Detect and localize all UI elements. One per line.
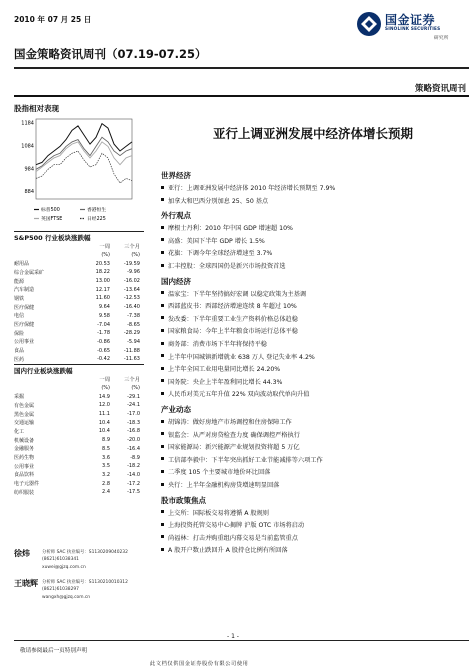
table-row: [14, 268, 140, 277]
table-cell: -17.2: [127, 480, 140, 487]
table-cell: (%): [101, 385, 110, 392]
section-divider: [14, 95, 469, 97]
table-cell: -14.0: [127, 471, 140, 478]
table-cell: -17.0: [127, 411, 140, 418]
news-item: 上半年全国工业用电量同比增长 24.20%: [168, 366, 281, 374]
news-item: 银监会：从严对房贷检查力度 确保调控严格执行: [168, 431, 300, 439]
table-row: [14, 436, 140, 445]
table-cell: 食品: [14, 348, 25, 355]
table-cell: -8.65: [127, 321, 140, 328]
y-tick-label: 1084: [21, 143, 34, 150]
disclaimer-note: 敬请参阅最后一页特别声明: [20, 648, 88, 654]
y-tick-label: 1184: [21, 120, 34, 127]
table-header-row: [14, 375, 140, 384]
news-item: 上半年中国城镇新增就业 638 万人 登记失业率 4.2%: [168, 353, 315, 361]
domestic-table-title: 国内行业板块涨跌幅: [14, 367, 73, 375]
table-cell: (%): [101, 252, 110, 259]
news-item: 二季度 105 个主要城市地价环比回落: [168, 469, 271, 477]
table-row: [14, 445, 140, 454]
domestic-sector-table: [14, 375, 140, 497]
table-row: [14, 259, 140, 268]
header-divider: [14, 67, 469, 69]
news-item: 汇丰控股：全球四国仍是新兴市场投资首选: [168, 263, 286, 270]
chart-frame: [36, 119, 132, 199]
table-cell: -18.3: [127, 419, 140, 426]
table-cell: 3.5: [102, 463, 110, 470]
table-cell: 有色金属: [14, 402, 35, 409]
table-cell: 医药: [14, 356, 25, 363]
table-cell: 9.64: [98, 304, 110, 311]
table-cell: 3.2: [102, 471, 110, 478]
copyright-notice: 此文档仅供国金证券股份有限公司使用: [150, 661, 249, 667]
page-number: - 1 -: [227, 633, 239, 640]
news-item: 商务部：消费市场下半年将保持平稳: [168, 341, 267, 348]
news-item: 亚行：上调亚洲发展中经济体 2010 年经济增长预期至 7.9%: [168, 185, 336, 192]
logo-text-en: SINOLINK SECURITIES: [385, 26, 441, 31]
table-header: 三个月: [124, 377, 140, 384]
news-item: 工信部李毅中：下半年突出抓好工业节能减排等六项工作: [168, 456, 323, 464]
table-divider: [14, 231, 144, 232]
news-item: 胡锦涛：做好房地产市场调控和住房保障工作: [168, 419, 292, 426]
table-row: [14, 488, 140, 497]
analyst-card: [14, 548, 154, 578]
analyst-email[interactable]: wangxh@gjzq.com.cn: [42, 595, 91, 600]
table-header: 一周: [99, 244, 110, 251]
legend-label: 香港恒生: [87, 208, 107, 213]
table-cell: 电信: [14, 313, 25, 320]
table-row: [14, 346, 140, 355]
table-cell: 钢铁: [14, 295, 25, 302]
table-cell: -1.78: [97, 330, 110, 337]
news-item: 摩根士丹利：2010 年中国 GDP 增速超 10%: [168, 225, 293, 233]
analyst-email[interactable]: xuwei@gjzq.com.cn: [42, 565, 86, 570]
table-row: [14, 294, 140, 303]
table-cell: 医疗保健: [14, 322, 35, 329]
table-cell: -17.5: [127, 489, 140, 496]
y-tick-label: 884: [24, 189, 34, 196]
table-cell: 11.1: [98, 411, 110, 418]
table-cell: -11.63: [123, 356, 140, 363]
table-cell: 公用事业: [14, 339, 35, 346]
news-item: 上海投资托管交易中心揭牌 沪版 OTC 市场将启动: [168, 522, 305, 530]
section-title: 股市政策焦点: [161, 495, 206, 505]
analyst-card: [14, 578, 154, 608]
table-cell: -9.96: [127, 269, 140, 276]
news-item: 高盛：美国下半年 GDP 增长 1.5%: [168, 237, 265, 245]
section-title: 外行观点: [161, 211, 191, 221]
legend-label: 标普500: [41, 208, 60, 213]
table-cell: -13.64: [123, 286, 140, 293]
table-cell: 3.6: [102, 454, 110, 461]
table-cell: (%): [131, 252, 140, 259]
table-cell: -0.86: [97, 338, 110, 345]
table-row: [14, 320, 140, 329]
table-row: [14, 384, 140, 393]
table-cell: 8.5: [102, 445, 110, 452]
table-cell: -8.9: [130, 454, 140, 461]
section-title: 产业动态: [161, 405, 191, 414]
table-cell: 12.17: [95, 286, 110, 293]
logo-text-cn: 国金证券: [385, 13, 436, 27]
table-cell: 采掘: [14, 394, 25, 401]
analyst-phone: (8621)61038297: [42, 587, 79, 592]
table-row: [14, 277, 140, 286]
table-cell: -12.53: [123, 295, 140, 302]
table-cell: -19.59: [123, 260, 140, 267]
table-cell: 电子元器件: [14, 481, 40, 488]
analyst-name: 王晓辉: [14, 579, 38, 588]
table-cell: 耐用品: [14, 261, 30, 268]
section-title: 国内经济: [161, 276, 191, 286]
table-cell: 10.4: [98, 419, 110, 426]
table-cell: 交通运输: [14, 420, 35, 427]
table-cell: -0.65: [97, 347, 110, 354]
table-cell: 保险: [14, 330, 25, 337]
table-cell: 化工: [14, 428, 25, 435]
table-cell: -7.04: [97, 321, 110, 328]
journal-name: 策略资讯周刊: [414, 84, 466, 94]
table-cell: -16.40: [123, 304, 140, 311]
table-cell: -29.1: [127, 393, 140, 400]
news-item: 花旗：下调今年全球经济增速至 3.7%: [168, 250, 273, 258]
table-cell: 公用事业: [14, 463, 35, 470]
table-header: 一周: [99, 377, 110, 384]
report-date: 2010 年 07 月 25 日: [14, 15, 92, 24]
table-cell: 11.60: [95, 295, 110, 302]
section-title: 世界经济: [161, 171, 191, 180]
table-cell: -0.42: [97, 356, 110, 363]
news-item: 国家粮食局：今年上半年粮食市场运行总体平稳: [168, 328, 298, 336]
table-cell: -24.1: [127, 402, 140, 409]
table-header: 三个月: [124, 244, 140, 251]
table-row: [14, 355, 140, 364]
table-cell: -16.8: [127, 428, 140, 435]
table-cell: 12.0: [98, 402, 110, 409]
table-cell: 18.22: [95, 269, 110, 276]
legend-label: 日经225: [87, 217, 106, 222]
table-cell: 9.58: [98, 312, 110, 319]
news-item: 加拿大和巴西分别加息 25、50 基点: [168, 197, 269, 205]
table-row: [14, 418, 140, 427]
table-row: [14, 479, 140, 488]
table-row: [14, 392, 140, 401]
chart-title: 股指相对表现: [14, 104, 59, 113]
table-cell: 14.9: [98, 393, 110, 400]
headline: 亚行上调亚洲发展中经济体增长预期: [212, 126, 413, 141]
table-cell: 10.4: [98, 428, 110, 435]
analyst-cert: 分析师 SAC 执业编号：S1130209040232: [42, 550, 128, 555]
table-row: [14, 453, 140, 462]
table-divider: [14, 364, 144, 365]
table-cell: -18.2: [127, 463, 140, 470]
table-row: [14, 427, 140, 436]
table-cell: 2.4: [102, 489, 110, 496]
table-row: [14, 303, 140, 312]
y-tick-label: 984: [24, 166, 34, 173]
table-row: [14, 312, 140, 321]
table-row: [14, 338, 140, 347]
table-row: [14, 329, 140, 338]
table-row: [14, 251, 140, 260]
news-item: 西部蓝皮书：西部经济增速连续 8 年超过 10%: [168, 303, 297, 311]
table-cell: 20.53: [95, 260, 110, 267]
footer-divider: [14, 640, 469, 641]
news-item: 上交所：国际板交易将遵循 A 股规则: [168, 509, 269, 517]
table-cell: 2.8: [102, 480, 110, 487]
analyst-cert: 分析师 SAC 执业编号：S1130210010312: [42, 580, 128, 585]
table-cell: 机械设备: [14, 437, 35, 444]
table-cell: -5.94: [127, 338, 140, 345]
table-cell: 黑色金属: [14, 411, 35, 418]
table-cell: -16.02: [123, 278, 140, 285]
table-cell: -11.88: [123, 347, 140, 354]
news-item: 尚福林：打击并购重组内幕交易是当前监管重点: [168, 534, 298, 542]
report-title: 国金策略资讯周刊（07.19-07.25）: [14, 47, 207, 61]
table-row: [14, 471, 140, 480]
table-cell: 食品饮料: [14, 472, 35, 479]
table-header-row: [14, 242, 140, 251]
series-line: [36, 151, 132, 183]
logo-subtext: 研究所: [434, 36, 449, 41]
table-cell: 能源: [14, 278, 25, 285]
table-cell: 纺织服装: [14, 489, 35, 496]
chart-svg: [14, 115, 134, 228]
table-cell: -28.29: [123, 330, 140, 337]
table-cell: -16.4: [127, 445, 140, 452]
table-cell: 汽车制造: [14, 287, 35, 294]
analyst-name: 徐炜: [14, 549, 30, 558]
news-item: 国务院：央企上半年盈利同比增长 44.3%: [168, 378, 283, 386]
legend-label: 英国FTSE: [41, 217, 63, 222]
table-cell: 综合金属采矿: [14, 269, 45, 276]
company-logo: [356, 9, 468, 43]
table-cell: -20.0: [127, 437, 140, 444]
table-cell: 8.9: [102, 437, 110, 444]
analyst-phone: (8621)61038341: [42, 557, 79, 562]
logo-mark-icon: [356, 11, 382, 37]
index-performance-chart: [14, 115, 134, 228]
news-item: 央行：上半年金融机构房贷增速明显回落: [168, 482, 280, 489]
news-item: 国家能源局：新兴能源产业规划投资将超 5 万亿: [168, 444, 300, 452]
table-cell: 金融服务: [14, 446, 35, 453]
news-item: 人民币对美元五年升值 22% 双向波动取代单向升值: [168, 391, 310, 399]
sp500-sector-table: [14, 242, 140, 364]
table-row: [14, 401, 140, 410]
table-cell: 医药生物: [14, 455, 35, 462]
news-item: 温家宝：下半年坚持搞好宏调 以稳定政策为主基调: [168, 290, 307, 298]
table-row: [14, 462, 140, 471]
news-item: A 股开户数止跌回升 A 股持仓比例有所回落: [168, 547, 288, 555]
table-cell: -7.38: [127, 312, 140, 319]
sp500-table-title: S&P500 行业板块涨跌幅: [14, 234, 91, 242]
table-cell: 医疗保健: [14, 304, 35, 311]
table-cell: 13.00: [95, 278, 110, 285]
table-row: [14, 410, 140, 419]
table-row: [14, 285, 140, 294]
news-item: 发改委：下半年重要工业生产资料价格总体趋稳: [168, 315, 298, 323]
table-cell: (%): [131, 385, 140, 392]
